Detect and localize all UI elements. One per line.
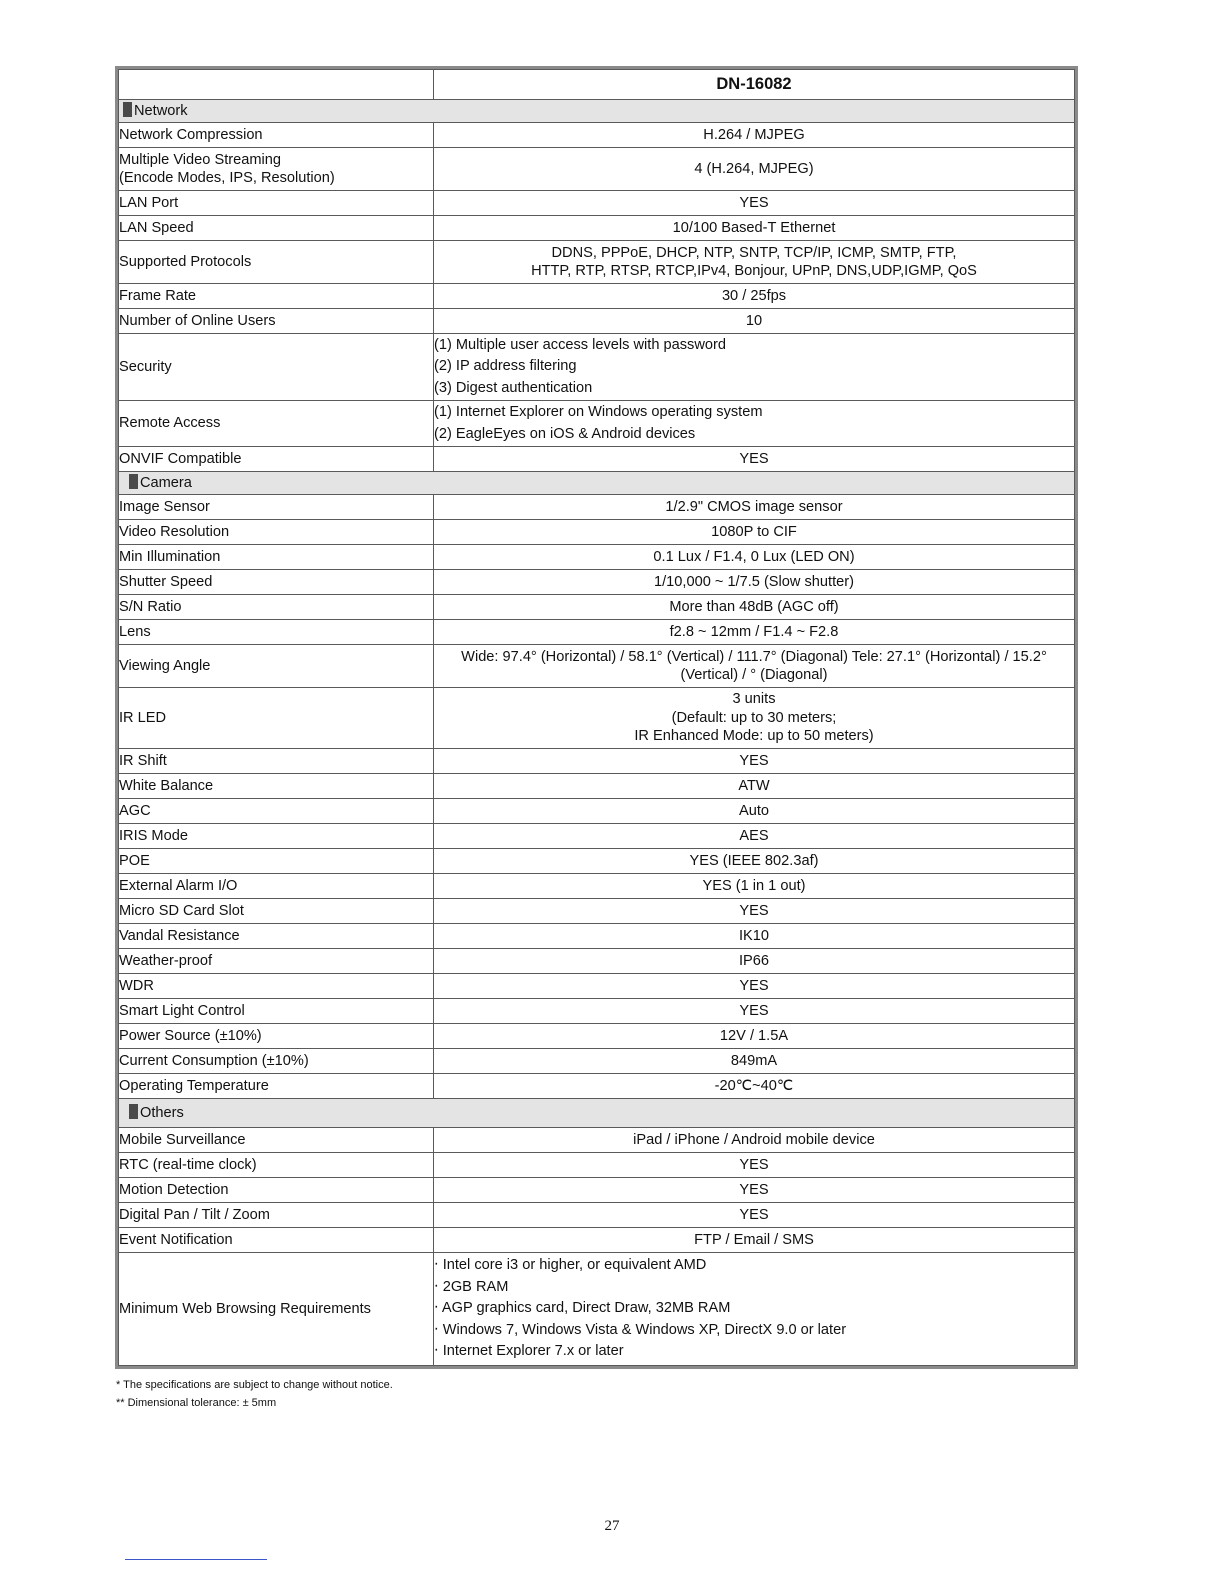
spec-value: IK10 — [434, 924, 1075, 949]
spec-label: Micro SD Card Slot — [119, 899, 434, 924]
spec-row — [119, 799, 1075, 824]
spec-label: IR Shift — [119, 749, 434, 774]
spec-label: External Alarm I/O — [119, 874, 434, 899]
spec-label: AGC — [119, 799, 434, 824]
footnote-change-notice: * The specifications are subject to change without notice. — [116, 1379, 393, 1391]
spec-value: 1080P to CIF — [434, 520, 1075, 545]
bullet-mark: ‧ — [434, 1278, 439, 1295]
spec-label: Operating Temperature — [119, 1074, 434, 1099]
spec-label: Mobile Surveillance — [119, 1128, 434, 1153]
spec-value: 3 units (Default: up to 30 meters; IR Enhanced Mode: up to 50 meters) — [434, 688, 1075, 749]
spec-label: Current Consumption (±10%) — [119, 1049, 434, 1074]
spec-row — [119, 309, 1075, 334]
spec-value: DDNS, PPPoE, DHCP, NTP, SNTP, TCP/IP, ICMP, SMTP, FTP, HTTP, RTP, RTSP, RTCP,IPv4, Bonjour, UPnP, DNS,UDP,IGMP, QoS — [434, 241, 1075, 284]
spec-label: Minimum Web Browsing Requirements — [119, 1253, 434, 1366]
spec-row — [119, 148, 1075, 191]
spec-value: ATW — [434, 774, 1075, 799]
spec-row — [119, 924, 1075, 949]
spec-value: YES (IEEE 802.3af) — [434, 849, 1075, 874]
footer-rule — [125, 1559, 267, 1560]
spec-label: Frame Rate — [119, 284, 434, 309]
bullet-item: ‧ Internet Explorer 7.x or later — [434, 1343, 624, 1360]
spec-row — [119, 1074, 1075, 1099]
page-number: 27 — [604, 1518, 620, 1534]
spec-label: ONVIF Compatible — [119, 447, 434, 472]
spec-row — [119, 334, 1075, 401]
spec-value: YES — [434, 999, 1075, 1024]
spec-row — [119, 447, 1075, 472]
spec-row — [119, 874, 1075, 899]
spec-value: 849mA — [434, 1049, 1075, 1074]
spec-value: YES — [434, 749, 1075, 774]
section-marker-icon — [123, 102, 132, 117]
section-camera — [119, 472, 1075, 495]
spec-row — [119, 284, 1075, 309]
spec-value: 10/100 Based-T Ethernet — [434, 216, 1075, 241]
spec-row — [119, 1128, 1075, 1153]
spec-value: 4 (H.264, MJPEG) — [434, 148, 1075, 191]
spec-label: Power Source (±10%) — [119, 1024, 434, 1049]
spec-row — [119, 949, 1075, 974]
spec-label: LAN Speed — [119, 216, 434, 241]
spec-label: LAN Port — [119, 191, 434, 216]
spec-value — [434, 1253, 1075, 1366]
spec-value: f2.8 ~ 12mm / F1.4 ~ F2.8 — [434, 620, 1075, 645]
spec-row — [119, 520, 1075, 545]
spec-value: YES — [434, 447, 1075, 472]
spec-row — [119, 1203, 1075, 1228]
spec-row — [119, 241, 1075, 284]
bullet-mark: ‧ — [434, 1257, 439, 1274]
spec-row — [119, 774, 1075, 799]
spec-label: Vandal Resistance — [119, 924, 434, 949]
spec-label: Lens — [119, 620, 434, 645]
spec-row — [119, 974, 1075, 999]
bullet-mark: ‧ — [434, 1343, 439, 1360]
bullet-mark: ‧ — [434, 1321, 439, 1338]
spec-label: Image Sensor — [119, 495, 434, 520]
spec-row — [119, 1253, 1075, 1366]
spec-label: Viewing Angle — [119, 645, 434, 688]
spec-value: 10 — [434, 309, 1075, 334]
spec-row — [119, 749, 1075, 774]
spec-row — [119, 1024, 1075, 1049]
spec-label: Shutter Speed — [119, 570, 434, 595]
spec-value: YES — [434, 974, 1075, 999]
spec-value: (1) Multiple user access levels with password (2) IP address filtering (3) Digest authentication — [434, 334, 1075, 401]
section-others — [119, 1099, 1075, 1128]
spec-row — [119, 1153, 1075, 1178]
spec-row — [119, 570, 1075, 595]
spec-value: Wide: 97.4° (Horizontal) / 58.1° (Vertical) / 111.7° (Diagonal) Tele: 27.1° (Horizontal) / 15.2° (Vertical) / ° (Diagonal) — [434, 645, 1075, 688]
spec-label: Security — [119, 334, 434, 401]
spec-value: IP66 — [434, 949, 1075, 974]
spec-value: YES — [434, 1178, 1075, 1203]
spec-label: POE — [119, 849, 434, 874]
spec-row — [119, 216, 1075, 241]
spec-value: 12V / 1.5A — [434, 1024, 1075, 1049]
spec-row — [119, 545, 1075, 570]
spec-value: iPad / iPhone / Android mobile device — [434, 1128, 1075, 1153]
spec-label: WDR — [119, 974, 434, 999]
spec-row — [119, 495, 1075, 520]
bullet-item: ‧ 2GB RAM — [434, 1278, 509, 1295]
spec-label: Motion Detection — [119, 1178, 434, 1203]
spec-row — [119, 1178, 1075, 1203]
spec-row — [119, 824, 1075, 849]
spec-table-frame — [115, 66, 1078, 1369]
spec-label: Event Notification — [119, 1228, 434, 1253]
spec-label: White Balance — [119, 774, 434, 799]
spec-label: Number of Online Users — [119, 309, 434, 334]
spec-value: -20℃~40℃ — [434, 1074, 1075, 1099]
spec-value: (1) Internet Explorer on Windows operating system (2) EagleEyes on iOS & Android devices — [434, 401, 1075, 447]
bullet-mark: ‧ — [434, 1300, 439, 1317]
spec-label: Digital Pan / Tilt / Zoom — [119, 1203, 434, 1228]
spec-value: 30 / 25fps — [434, 284, 1075, 309]
spec-value: YES — [434, 1153, 1075, 1178]
spec-value: AES — [434, 824, 1075, 849]
spec-label: Smart Light Control — [119, 999, 434, 1024]
model-header-row — [119, 70, 1075, 100]
spec-row — [119, 620, 1075, 645]
spec-label: Network Compression — [119, 123, 434, 148]
section-network — [119, 100, 1075, 123]
spec-row — [119, 123, 1075, 148]
spec-label: Video Resolution — [119, 520, 434, 545]
spec-row — [119, 999, 1075, 1024]
spec-value: Auto — [434, 799, 1075, 824]
bullet-item: ‧ Intel core i3 or higher, or equivalent AMD — [434, 1257, 707, 1274]
spec-value: YES — [434, 899, 1075, 924]
spec-row — [119, 645, 1075, 688]
spec-value: More than 48dB (AGC off) — [434, 595, 1075, 620]
section-marker-icon — [129, 1104, 138, 1119]
spec-label: IRIS Mode — [119, 824, 434, 849]
spec-value: YES (1 in 1 out) — [434, 874, 1075, 899]
spec-value: 1/2.9" CMOS image sensor — [434, 495, 1075, 520]
section-title: Camera — [140, 474, 192, 491]
spec-value: YES — [434, 1203, 1075, 1228]
spec-label: RTC (real-time clock) — [119, 1153, 434, 1178]
spec-table — [118, 69, 1075, 1366]
model-header-blank — [119, 70, 434, 100]
bullet-item: ‧ Windows 7, Windows Vista & Windows XP, DirectX 9.0 or later — [434, 1321, 847, 1338]
spec-value: YES — [434, 191, 1075, 216]
spec-value: 0.1 Lux / F1.4, 0 Lux (LED ON) — [434, 545, 1075, 570]
section-title: Network — [134, 102, 188, 119]
bullet-item: ‧ AGP graphics card, Direct Draw, 32MB RAM — [434, 1300, 731, 1317]
spec-row — [119, 401, 1075, 447]
model-name: DN-16082 — [434, 70, 1075, 100]
spec-value: H.264 / MJPEG — [434, 123, 1075, 148]
spec-label: IR LED — [119, 688, 434, 749]
spec-row — [119, 899, 1075, 924]
spec-label: Weather-proof — [119, 949, 434, 974]
spec-value: FTP / Email / SMS — [434, 1228, 1075, 1253]
spec-row — [119, 595, 1075, 620]
spec-row — [119, 1049, 1075, 1074]
spec-label: Supported Protocols — [119, 241, 434, 284]
spec-row — [119, 1228, 1075, 1253]
spec-row — [119, 191, 1075, 216]
spec-label: Remote Access — [119, 401, 434, 447]
footnote-tolerance: ** Dimensional tolerance: ± 5mm — [116, 1397, 277, 1409]
spec-row — [119, 688, 1075, 749]
spec-label: Min Illumination — [119, 545, 434, 570]
section-title: Others — [140, 1104, 184, 1121]
spec-row — [119, 849, 1075, 874]
spec-label: S/N Ratio — [119, 595, 434, 620]
section-marker-icon — [129, 474, 138, 489]
spec-value: 1/10,000 ~ 1/7.5 (Slow shutter) — [434, 570, 1075, 595]
spec-label: Multiple Video Streaming (Encode Modes, IPS, Resolution) — [119, 148, 434, 191]
